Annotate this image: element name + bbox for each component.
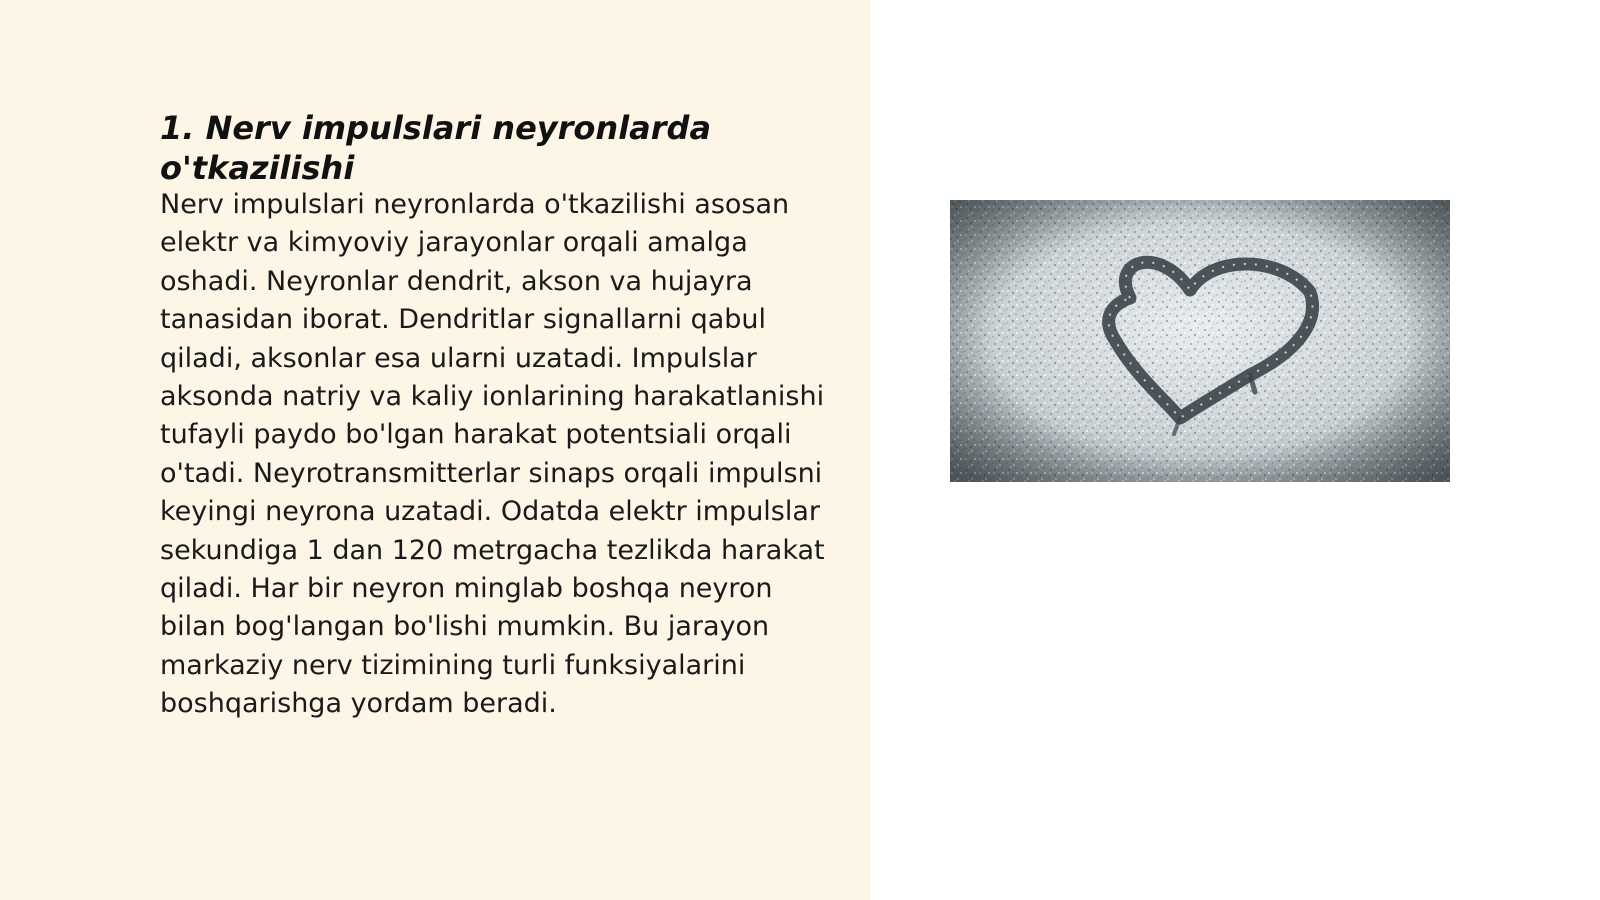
heart-in-snow-photo [950, 200, 1450, 482]
slide-title: 1. Nerv impulslari neyronlarda o'tkazilishi [160, 109, 712, 187]
slide-body-text: Nerv impulslari neyronlarda o'tkazilishi asosan elektr va kimyoviy jarayonlar orqali amalga oshadi. Neyronlar dendrit, akson va hujayra tanasidan iborat. Dendritlar signallarni qabul qiladi, aksonlar esa ularni uzatadi. Impulslar aksonda natriy va kaliy ionlarining harakatlanishi tufayli paydo bo'lgan harakat potentsiali orqali o'tadi. Neyrotransmitterlar sinaps orqali impulsni keyingi neyrona uzatadi. Odatda elektr impulslar sekundiga 1 dan 120 metrgacha tezlikda harakat qiladi. Har bir neyron minglab boshqa neyron bilan bog'langan bo'lishi mumkin. Bu jarayon markaziy nerv tizimining turli funksiyalarini boshqarishga yordam beradi. [160, 189, 825, 720]
